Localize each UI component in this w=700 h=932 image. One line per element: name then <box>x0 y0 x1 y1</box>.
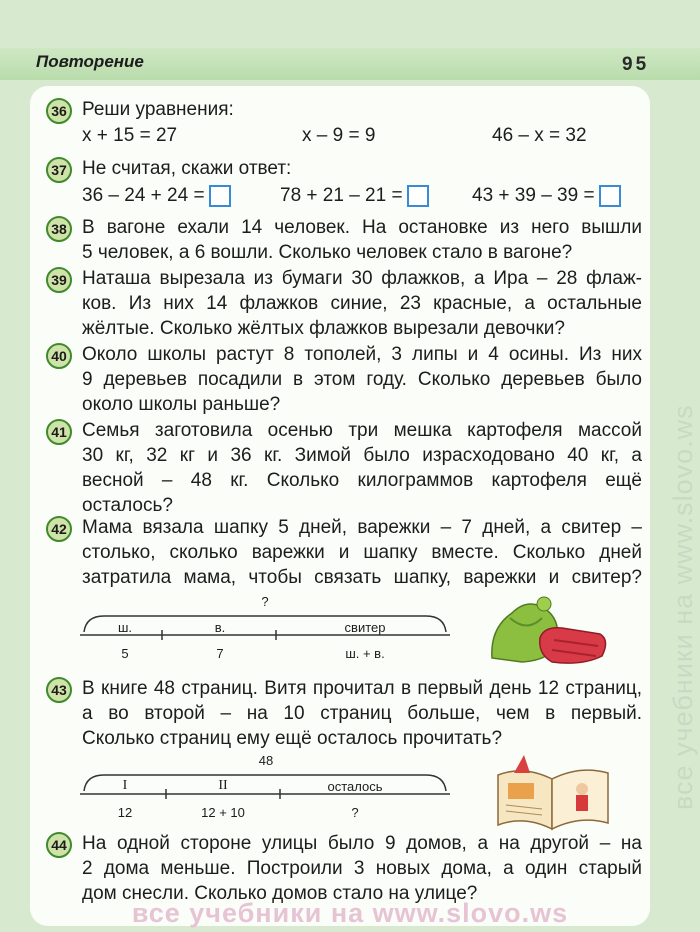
problem-number-badge: 36 <box>46 98 72 124</box>
segment-value-day1: 12 <box>117 805 133 820</box>
problem-text: В вагоне ехали 14 человек. На остановке из него вышли 5 человек, а 6 вошли. Сколько человек стало в вагоне? <box>82 217 642 263</box>
bottom-watermark: все учебники на www.slovo.ws <box>131 898 569 928</box>
problem-text: Наташа вырезала из бумаги 30 флажков, а Ира – 28 флаж- ков. Из них 14 флажков синие, 23 красные, а остальные жёлтые. Сколько жёлтых флажков вырезали девочки? <box>82 268 642 339</box>
answer-box[interactable] <box>209 185 231 207</box>
equation-3: 46 – x = 32 <box>492 125 587 146</box>
problem-text: На одной стороне улицы было 9 домов, а на другой – на 2 дома меньше. Построили 3 новых дома, а один старый дом снесли. Сколько домов стало на улице? <box>82 833 642 904</box>
side-watermark <box>662 130 700 810</box>
diagram-total-label: 48 <box>258 753 274 768</box>
segment-value-sweater: ш. + в. <box>345 646 385 661</box>
problem-43 <box>46 677 646 753</box>
problem-44 <box>46 832 646 908</box>
answer-box[interactable] <box>599 185 621 207</box>
problem-40 <box>46 343 646 419</box>
equation-1: x + 15 = 27 <box>82 125 178 146</box>
problem-41 <box>46 419 646 519</box>
problem-text: Не считая, скажи ответ: <box>82 158 292 179</box>
problem-text: Реши уравнения: <box>82 99 234 120</box>
problem-number-badge: 41 <box>46 419 72 445</box>
problem-number-badge: 38 <box>46 216 72 242</box>
segment-label-hat: ш. <box>117 620 133 635</box>
page-number: 95 <box>622 54 650 75</box>
section-title: Повторение <box>36 52 144 71</box>
segment-value-day2: 12 + 10 <box>201 805 245 820</box>
problem-36 <box>46 98 646 154</box>
equation-2: x – 9 = 9 <box>302 125 376 146</box>
problem-number-badge: 43 <box>46 677 72 703</box>
answer-box[interactable] <box>407 185 429 207</box>
expression-2: 78 + 21 – 21 = <box>280 185 429 207</box>
open-book-icon <box>494 745 614 835</box>
problem-number-badge: 44 <box>46 832 72 858</box>
svg-text:все учебники на www.slovo.ws: все учебники на www.slovo.ws <box>668 404 698 810</box>
problem-number-badge: 37 <box>46 157 72 183</box>
expression-3: 43 + 39 – 39 = <box>472 185 621 207</box>
problem-text: Мама вязала шапку 5 дней, варежки – 7 дней, а свитер – столько, сколько варежки и шапку вместе. Сколько дней затратила мама, чтобы связать шапку, варежки и свитер? <box>82 517 642 588</box>
problem-text: В книге 48 страниц. Витя прочитал в первый день 12 страниц, а во второй – на 10 страниц больше, чем в первый. Сколько страниц ему ещё осталось прочитать? <box>82 678 642 749</box>
segment-diagram-43 <box>80 753 450 820</box>
expression-1: 36 – 24 + 24 = <box>82 185 231 207</box>
knitted-hat-and-mittens-icon <box>482 588 612 668</box>
problem-text: Семья заготовила осенью три мешка картофеля массой 30 кг, 32 кг и 36 кг. Зимой было израсходовано 40 кг, а весной – 48 кг. Сколько килограммов картофеля ещё осталось? <box>82 420 642 516</box>
problem-number-badge: 39 <box>46 267 72 293</box>
problem-38 <box>46 216 646 268</box>
problem-37 <box>46 157 646 213</box>
problem-42 <box>46 516 646 596</box>
problem-text: Около школы растут 8 тополей, 3 липы и 4 осины. Из них 9 деревьев посадили в этом году. Сколько деревьев было около школы раньше? <box>82 344 642 415</box>
header-band <box>0 48 700 80</box>
diagram-total-label: ? <box>261 594 269 609</box>
problem-number-badge: 42 <box>46 516 72 542</box>
segment-label-day2: II <box>218 778 228 793</box>
segment-value-hat: 5 <box>121 646 129 661</box>
problem-number-badge: 40 <box>46 343 72 369</box>
segment-label-day1: I <box>122 778 128 793</box>
problem-39 <box>46 267 646 343</box>
segment-label-remaining: осталось <box>327 779 383 794</box>
segment-value-remaining: ? <box>351 805 359 820</box>
segment-label-mittens: в. <box>214 620 226 635</box>
segment-value-mittens: 7 <box>216 646 224 661</box>
segment-label-sweater: свитер <box>344 620 386 635</box>
segment-diagram-42 <box>80 594 450 661</box>
